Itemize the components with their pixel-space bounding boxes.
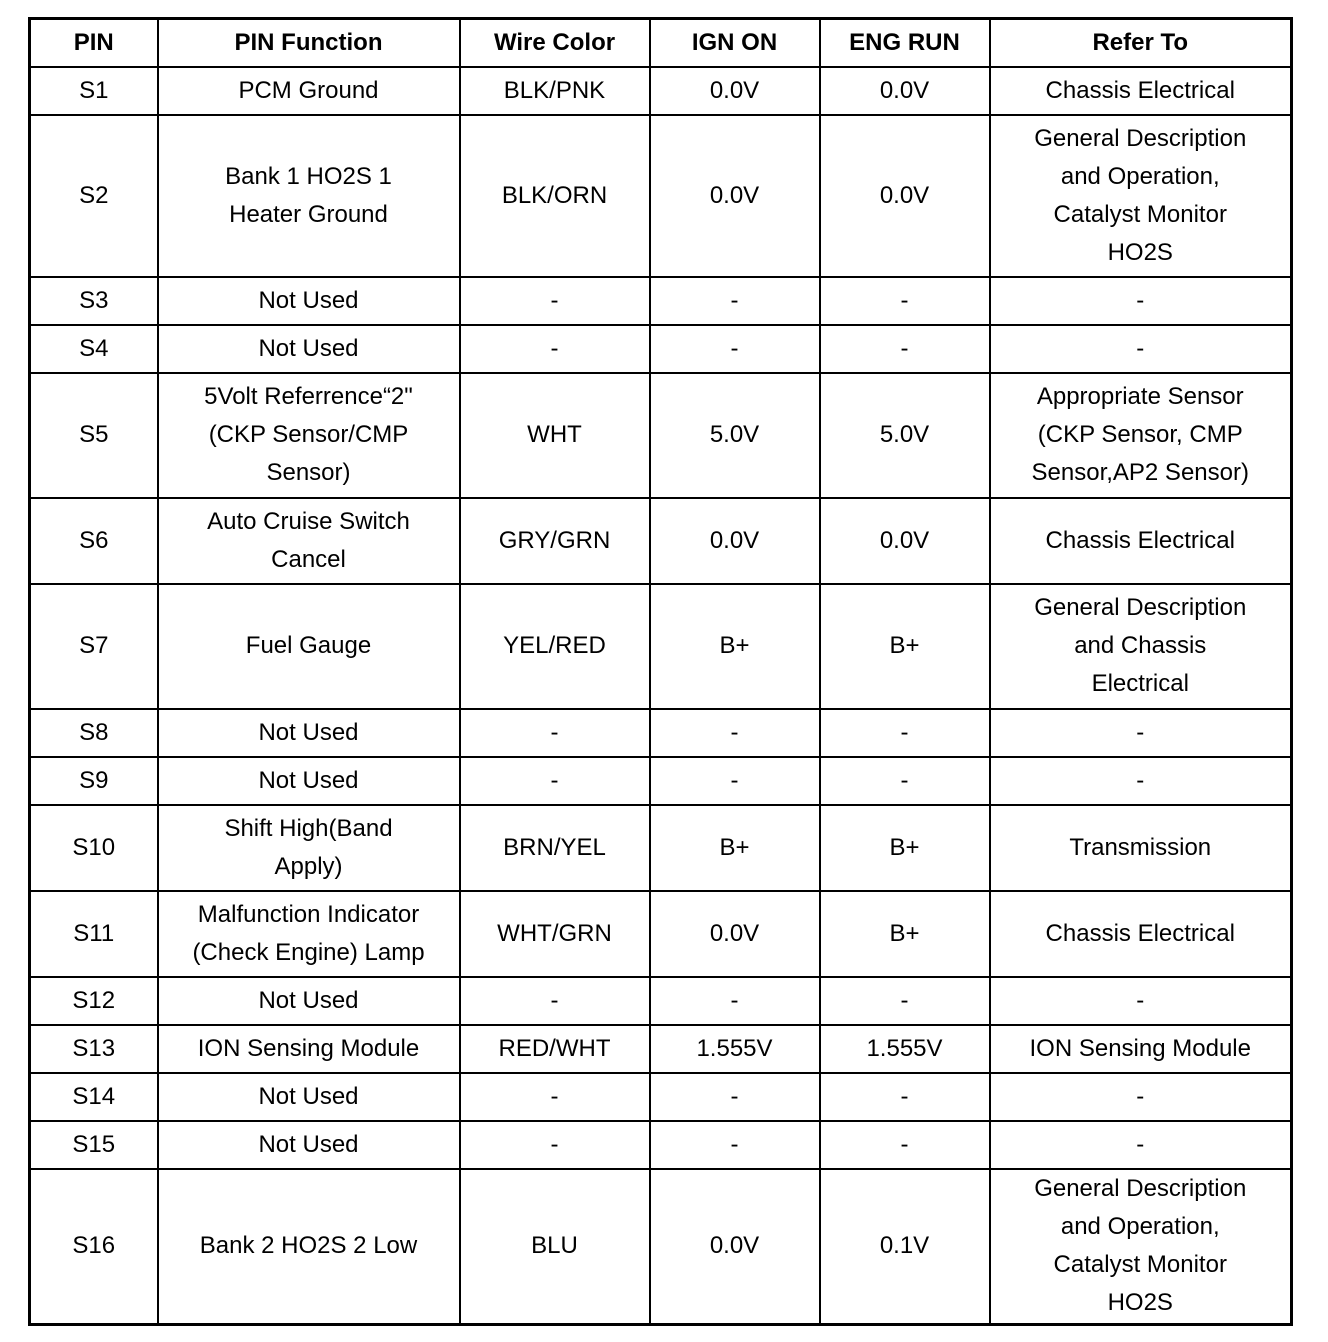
wire-color-cell xyxy=(460,1025,650,1073)
pin-cell xyxy=(30,67,158,115)
eng-run-cell-text: 0.0V xyxy=(879,526,930,554)
ign-on-cell xyxy=(650,1121,820,1169)
table-row xyxy=(30,373,1292,498)
wire-color-cell xyxy=(460,709,650,757)
header-eng-run: ENG RUN xyxy=(820,19,990,67)
ign-on-cell-text: - xyxy=(730,286,739,314)
refer-to-cell xyxy=(990,977,1292,1025)
table-row xyxy=(30,709,1292,757)
function-cell xyxy=(158,805,460,891)
ign-on-cell-text: B+ xyxy=(719,833,750,861)
pin-cell xyxy=(30,977,158,1025)
function-cell xyxy=(158,1025,460,1073)
header-wire-color: Wire Color xyxy=(460,19,650,67)
function-cell-text: 5Volt Referrence“2" (CKP Sensor/CMP Sensor) xyxy=(204,383,413,486)
pin-cell xyxy=(30,584,158,709)
function-cell-text: Fuel Gauge xyxy=(245,632,372,659)
ign-on-cell xyxy=(650,277,820,325)
eng-run-cell-text: 0.1V xyxy=(879,1232,930,1260)
refer-to-cell xyxy=(990,1169,1292,1325)
wire-color-cell xyxy=(460,498,650,584)
ign-on-cell xyxy=(650,67,820,115)
function-cell-text: Not Used xyxy=(258,766,359,794)
function-cell-text: Bank 1 HO2S 1 Heater Ground xyxy=(225,162,392,228)
header-ign-on: IGN ON xyxy=(650,19,820,67)
wire-color-cell xyxy=(460,325,650,373)
function-cell xyxy=(158,1169,460,1325)
pin-cell-text: S5 xyxy=(79,421,109,448)
ign-on-cell xyxy=(650,891,820,977)
refer-to-cell xyxy=(990,325,1292,373)
ign-on-cell-text: 5.0V xyxy=(709,421,760,448)
pin-cell-text: S8 xyxy=(79,718,109,746)
eng-run-cell-text: B+ xyxy=(889,833,920,861)
refer-to-cell xyxy=(990,757,1292,805)
refer-to-cell xyxy=(990,67,1292,115)
refer-to-cell xyxy=(990,115,1292,277)
pin-cell-text: S6 xyxy=(79,526,109,554)
function-cell-text: Bank 2 HO2S 2 Low xyxy=(199,1232,418,1260)
wire-color-cell xyxy=(460,584,650,709)
pin-cell xyxy=(30,277,158,325)
table-row xyxy=(30,805,1292,891)
refer-to-cell-text: - xyxy=(1136,1082,1145,1110)
wire-color-cell-text: - xyxy=(550,986,559,1014)
wire-color-cell-text: WHT xyxy=(527,421,582,448)
refer-to-cell xyxy=(990,1121,1292,1169)
function-cell-text: Shift High(Band Apply) xyxy=(224,814,393,880)
ign-on-cell xyxy=(650,325,820,373)
header-pin: PIN xyxy=(30,19,158,67)
pin-cell-text: S7 xyxy=(79,632,109,659)
wire-color-cell-text: - xyxy=(550,766,559,794)
refer-to-cell-text: Appropriate Sensor (CKP Sensor, CMP Sensor,AP2 Sensor) xyxy=(1031,383,1249,486)
wire-color-cell xyxy=(460,1073,650,1121)
refer-to-cell-text: - xyxy=(1136,986,1145,1014)
pin-cell xyxy=(30,1025,158,1073)
refer-to-cell-text: Transmission xyxy=(1069,833,1212,861)
pin-cell xyxy=(30,709,158,757)
table-row xyxy=(30,67,1292,115)
wire-color-cell xyxy=(460,115,650,277)
eng-run-cell xyxy=(820,1169,990,1325)
pin-cell-text: S10 xyxy=(72,833,116,861)
ign-on-cell xyxy=(650,1073,820,1121)
ign-on-cell xyxy=(650,1025,820,1073)
eng-run-cell xyxy=(820,373,990,498)
pin-cell-text: S12 xyxy=(72,986,116,1014)
wire-color-cell xyxy=(460,891,650,977)
eng-run-cell-text: 0.0V xyxy=(879,181,930,209)
ign-on-cell xyxy=(650,805,820,891)
function-cell-text: Not Used xyxy=(258,1082,359,1110)
wire-color-cell-text: BLU xyxy=(531,1232,578,1260)
ign-on-cell xyxy=(650,498,820,584)
refer-to-cell-text: General Description and Operation, Catalyst Monitor HO2S xyxy=(1034,1175,1247,1317)
table-row xyxy=(30,325,1292,373)
eng-run-cell xyxy=(820,891,990,977)
refer-to-cell-text: Chassis Electrical xyxy=(1045,919,1235,947)
refer-to-cell-text: - xyxy=(1136,1130,1145,1158)
wire-color-cell-text: - xyxy=(550,334,559,362)
header-refer-to: Refer To xyxy=(990,19,1292,67)
table-row xyxy=(30,891,1292,977)
pin-cell-text: S9 xyxy=(79,766,109,794)
refer-to-cell-text: - xyxy=(1136,286,1145,314)
table-row xyxy=(30,757,1292,805)
eng-run-cell-text: 1.555V xyxy=(866,1034,943,1062)
table-row xyxy=(30,277,1292,325)
pin-cell xyxy=(30,757,158,805)
function-cell xyxy=(158,709,460,757)
refer-to-cell xyxy=(990,805,1292,891)
wire-color-cell xyxy=(460,1121,650,1169)
eng-run-cell xyxy=(820,1121,990,1169)
function-cell xyxy=(158,67,460,115)
eng-run-cell xyxy=(820,115,990,277)
table-row xyxy=(30,1121,1292,1169)
wire-color-cell-text: BRN/YEL xyxy=(503,833,606,861)
pin-cell xyxy=(30,1073,158,1121)
wire-color-cell xyxy=(460,1169,650,1325)
function-cell xyxy=(158,325,460,373)
eng-run-cell-text: - xyxy=(900,766,909,794)
wire-color-cell-text: RED/WHT xyxy=(498,1034,611,1062)
eng-run-cell xyxy=(820,325,990,373)
eng-run-cell xyxy=(820,584,990,709)
refer-to-cell-text: General Description and Operation, Catalyst Monitor HO2S xyxy=(1034,124,1247,266)
ign-on-cell-text: - xyxy=(730,766,739,794)
pin-cell-text: S13 xyxy=(72,1034,116,1062)
wire-color-cell-text: - xyxy=(550,1130,559,1158)
refer-to-cell xyxy=(990,891,1292,977)
table-row xyxy=(30,977,1292,1025)
pin-cell-text: S11 xyxy=(73,919,115,947)
refer-to-cell xyxy=(990,584,1292,709)
eng-run-cell-text: - xyxy=(900,1082,909,1110)
eng-run-cell xyxy=(820,805,990,891)
eng-run-cell xyxy=(820,1073,990,1121)
pin-cell xyxy=(30,325,158,373)
ign-on-cell-text: 0.0V xyxy=(709,181,760,209)
function-cell-text: Not Used xyxy=(258,986,359,1014)
ign-on-cell xyxy=(650,757,820,805)
pin-cell xyxy=(30,498,158,584)
eng-run-cell xyxy=(820,757,990,805)
refer-to-cell xyxy=(990,1073,1292,1121)
pin-cell-text: S4 xyxy=(79,334,109,362)
pin-table xyxy=(28,17,1293,1326)
eng-run-cell-text: 5.0V xyxy=(879,421,930,448)
wire-color-cell-text: - xyxy=(550,286,559,314)
pin-cell-text: S16 xyxy=(72,1232,116,1260)
function-cell-text: PCM Ground xyxy=(238,76,379,104)
refer-to-cell xyxy=(990,709,1292,757)
ign-on-cell-text: - xyxy=(730,1130,739,1158)
refer-to-cell xyxy=(990,373,1292,498)
eng-run-cell-text: B+ xyxy=(889,632,920,659)
pin-cell xyxy=(30,805,158,891)
refer-to-cell-text: ION Sensing Module xyxy=(1029,1034,1251,1062)
refer-to-cell xyxy=(990,498,1292,584)
ign-on-cell-text: 0.0V xyxy=(709,76,760,104)
wire-color-cell-text: - xyxy=(550,1082,559,1110)
refer-to-cell xyxy=(990,277,1292,325)
wire-color-cell-text: WHT/GRN xyxy=(497,919,612,947)
ign-on-cell xyxy=(650,1169,820,1325)
wire-color-cell-text: YEL/RED xyxy=(503,632,606,659)
function-cell xyxy=(158,373,460,498)
pin-cell xyxy=(30,1169,158,1325)
ign-on-cell xyxy=(650,115,820,277)
ign-on-cell xyxy=(650,977,820,1025)
function-cell-text: ION Sensing Module xyxy=(197,1034,420,1062)
eng-run-cell-text: - xyxy=(900,286,909,314)
eng-run-cell xyxy=(820,977,990,1025)
wire-color-cell xyxy=(460,805,650,891)
refer-to-cell xyxy=(990,1025,1292,1073)
wire-color-cell-text: BLK/ORN xyxy=(501,181,608,209)
function-cell-text: Not Used xyxy=(258,286,359,314)
eng-run-cell-text: - xyxy=(900,986,909,1014)
refer-to-cell-text: - xyxy=(1136,718,1145,746)
function-cell xyxy=(158,977,460,1025)
ign-on-cell xyxy=(650,373,820,498)
table-row xyxy=(30,584,1292,709)
ign-on-cell-text: - xyxy=(730,718,739,746)
function-cell xyxy=(158,1073,460,1121)
wire-color-cell xyxy=(460,757,650,805)
eng-run-cell-text: B+ xyxy=(889,919,920,947)
table-row xyxy=(30,1169,1292,1325)
function-cell xyxy=(158,115,460,277)
function-cell-text: Not Used xyxy=(258,1130,359,1158)
eng-run-cell xyxy=(820,498,990,584)
ign-on-cell-text: 1.555V xyxy=(696,1034,773,1062)
ign-on-cell-text: - xyxy=(730,1082,739,1110)
header-row xyxy=(30,19,1292,67)
eng-run-cell xyxy=(820,709,990,757)
table-row xyxy=(30,1025,1292,1073)
ign-on-cell xyxy=(650,709,820,757)
refer-to-cell-text: - xyxy=(1136,334,1145,362)
pin-cell-text: S3 xyxy=(79,286,109,314)
pin-cell-text: S1 xyxy=(79,76,109,104)
ign-on-cell-text: 0.0V xyxy=(709,1232,760,1260)
table-header xyxy=(30,19,1292,67)
function-cell xyxy=(158,498,460,584)
function-cell xyxy=(158,584,460,709)
function-cell-text: Not Used xyxy=(258,718,359,746)
pin-cell xyxy=(30,115,158,277)
wire-color-cell-text: - xyxy=(550,718,559,746)
pin-cell xyxy=(30,373,158,498)
header-pin-function: PIN Function xyxy=(158,19,460,67)
refer-to-cell-text: - xyxy=(1136,766,1145,794)
eng-run-cell xyxy=(820,67,990,115)
eng-run-cell-text: - xyxy=(900,1130,909,1158)
function-cell xyxy=(158,277,460,325)
function-cell xyxy=(158,891,460,977)
table-body xyxy=(30,67,1292,1325)
wire-color-cell xyxy=(460,977,650,1025)
wire-color-cell xyxy=(460,373,650,498)
ign-on-cell-text: - xyxy=(730,986,739,1014)
pin-cell-text: S15 xyxy=(72,1130,116,1158)
table-row xyxy=(30,115,1292,277)
eng-run-cell xyxy=(820,277,990,325)
refer-to-cell-text: Chassis Electrical xyxy=(1045,526,1235,554)
ign-on-cell-text: 0.0V xyxy=(709,919,760,947)
pin-cell-text: S14 xyxy=(72,1082,116,1110)
function-cell-text: Auto Cruise Switch Cancel xyxy=(207,507,410,573)
ign-on-cell-text: B+ xyxy=(719,632,750,659)
wire-color-cell xyxy=(460,277,650,325)
function-cell xyxy=(158,1121,460,1169)
pin-cell-text: S2 xyxy=(79,181,109,209)
table-row xyxy=(30,498,1292,584)
wire-color-cell xyxy=(460,67,650,115)
function-cell xyxy=(158,757,460,805)
function-cell-text: Not Used xyxy=(258,334,359,362)
ign-on-cell-text: - xyxy=(730,334,739,362)
ign-on-cell xyxy=(650,584,820,709)
pin-cell xyxy=(30,891,158,977)
pin-cell xyxy=(30,1121,158,1169)
eng-run-cell xyxy=(820,1025,990,1073)
refer-to-cell-text: Chassis Electrical xyxy=(1045,76,1235,104)
eng-run-cell-text: - xyxy=(900,718,909,746)
wire-color-cell-text: BLK/PNK xyxy=(503,76,606,104)
function-cell-text: Malfunction Indicator (Check Engine) Lamp xyxy=(192,900,425,966)
table-row xyxy=(30,1073,1292,1121)
ign-on-cell-text: 0.0V xyxy=(709,526,760,554)
wire-color-cell-text: GRY/GRN xyxy=(498,526,611,554)
eng-run-cell-text: 0.0V xyxy=(879,76,930,104)
eng-run-cell-text: - xyxy=(900,334,909,362)
refer-to-cell-text: General Description and Chassis Electrical xyxy=(1034,594,1247,697)
